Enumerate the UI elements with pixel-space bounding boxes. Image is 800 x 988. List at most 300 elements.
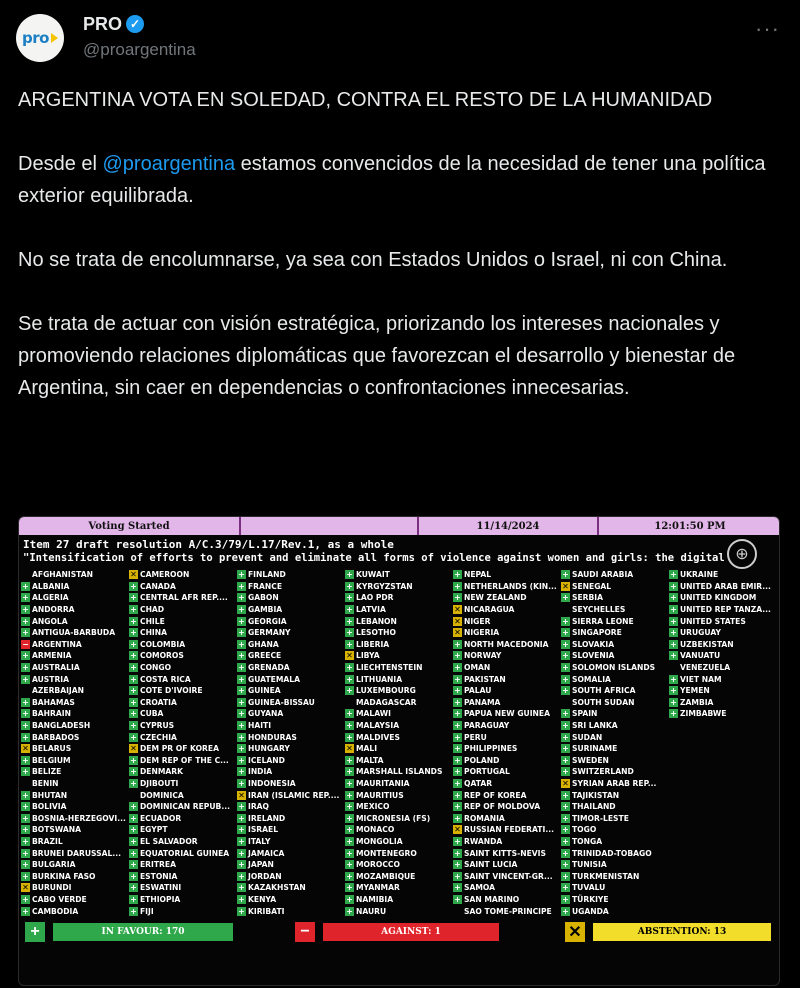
country-name: ERITREA	[140, 860, 176, 870]
country-name: SAN MARINO	[464, 894, 520, 904]
vote-yes-icon: +	[670, 605, 677, 615]
country-row	[561, 824, 679, 836]
vote-yes-icon: +	[454, 593, 461, 603]
country-name: IRAN (ISLAMIC REP....	[248, 790, 340, 800]
vote-yes-icon: +	[346, 767, 353, 777]
country-name: TURKMENISTAN	[572, 871, 640, 881]
vote-yes-icon: +	[130, 721, 137, 731]
vote-yes-icon: +	[346, 581, 353, 591]
country-row	[561, 766, 679, 778]
country-row	[453, 789, 571, 801]
vote-abstain-icon: ✕	[454, 825, 461, 835]
country-row	[669, 650, 780, 662]
country-row	[453, 905, 571, 917]
country-row	[21, 801, 139, 813]
country-name: INDONESIA	[248, 778, 296, 788]
country-row	[561, 789, 679, 801]
country-row	[669, 673, 780, 685]
vote-yes-icon: +	[562, 906, 569, 916]
vote-yes-icon: +	[454, 848, 461, 858]
vote-yes-icon: +	[22, 836, 29, 846]
country-name: NIGER	[464, 616, 491, 626]
country-name: BOTSWANA	[32, 825, 82, 835]
country-row	[669, 581, 780, 593]
avatar[interactable]	[16, 14, 64, 62]
country-name: LATVIA	[356, 605, 386, 615]
country-name: SAMOA	[464, 883, 496, 893]
vote-yes-icon: +	[130, 697, 137, 707]
country-name: MALAYSIA	[356, 721, 400, 731]
country-name: DOMINICA	[140, 790, 184, 800]
vote-yes-icon: +	[562, 686, 569, 696]
country-name: SOMALIA	[572, 674, 611, 684]
country-name: CHILE	[140, 616, 165, 626]
country-row	[21, 592, 139, 604]
legend-in-favour	[25, 922, 233, 942]
vote-yes-icon: +	[454, 802, 461, 812]
vote-yes-icon: +	[454, 709, 461, 719]
country-name: PARAGUAY	[464, 721, 510, 731]
vote-yes-icon: +	[562, 860, 569, 870]
country-name: BURKINA FASO	[32, 871, 96, 881]
country-row	[21, 569, 139, 581]
country-name: CHINA	[140, 628, 167, 638]
vote-yes-icon: +	[238, 755, 245, 765]
vote-yes-icon: +	[454, 697, 461, 707]
country-name: DENMARK	[140, 767, 184, 777]
country-row	[561, 801, 679, 813]
vote-yes-icon: +	[346, 709, 353, 719]
country-name: TAJIKISTAN	[572, 790, 620, 800]
vote-yes-icon: +	[454, 686, 461, 696]
country-name: BRUNEI DARUSSAL...	[32, 848, 121, 858]
country-column	[561, 569, 679, 917]
vote-yes-icon: +	[238, 663, 245, 673]
vote-yes-icon: +	[346, 825, 353, 835]
country-name: LIBERIA	[356, 639, 390, 649]
country-name: ROMANIA	[464, 813, 505, 823]
country-name: EL SALVADOR	[140, 836, 198, 846]
country-row	[21, 789, 139, 801]
country-row	[453, 581, 571, 593]
vote-yes-icon: +	[130, 581, 137, 591]
vote-yes-icon: +	[130, 883, 137, 893]
country-name: JORDAN	[248, 871, 282, 881]
vote-yes-icon: +	[238, 767, 245, 777]
country-row	[669, 639, 780, 651]
country-row	[345, 789, 463, 801]
vote-none-icon	[561, 605, 570, 614]
vote-yes-icon: +	[562, 813, 569, 823]
country-row	[561, 685, 679, 697]
country-name: FRANCE	[248, 581, 283, 591]
vote-yes-icon: +	[670, 674, 677, 684]
vote-yes-icon: +	[238, 732, 245, 742]
country-row	[237, 731, 355, 743]
author-name[interactable]: PRO	[83, 14, 123, 34]
country-row	[237, 766, 355, 778]
country-row	[237, 789, 355, 801]
country-row	[237, 650, 355, 662]
vote-yes-icon: +	[346, 570, 353, 580]
vote-yes-icon: +	[130, 860, 137, 870]
country-row	[561, 905, 679, 917]
vote-abstain-icon: ✕	[454, 628, 461, 638]
vote-yes-icon: +	[238, 894, 245, 904]
country-name: MAURITIUS	[356, 790, 404, 800]
country-row	[21, 778, 139, 790]
vote-yes-icon: +	[454, 674, 461, 684]
country-row	[21, 894, 139, 906]
country-row	[237, 673, 355, 685]
country-row	[669, 615, 780, 627]
un-emblem-icon: ⊕	[727, 539, 757, 569]
country-row	[453, 824, 571, 836]
country-row	[345, 882, 463, 894]
vote-yes-icon: +	[346, 732, 353, 742]
minus-icon: −	[295, 922, 315, 942]
country-row	[237, 720, 355, 732]
vote-yes-icon: +	[346, 802, 353, 812]
vote-yes-icon: +	[454, 790, 461, 800]
vote-yes-icon: +	[562, 744, 569, 754]
country-name: REP OF MOLDOVA	[464, 802, 541, 812]
country-row	[237, 662, 355, 674]
country-row	[453, 615, 571, 627]
vote-abstain-icon: ✕	[22, 744, 29, 754]
vote-yes-icon: +	[454, 721, 461, 731]
country-name: FIJI	[140, 906, 154, 916]
country-row	[21, 836, 139, 848]
country-row	[345, 569, 463, 581]
author-handle[interactable]: @proargentina	[83, 40, 196, 59]
vote-abstain-icon: ✕	[562, 778, 569, 788]
country-row	[129, 812, 247, 824]
vote-abstain-icon: ✕	[562, 581, 569, 591]
vote-yes-icon: +	[562, 593, 569, 603]
vote-yes-icon: +	[346, 883, 353, 893]
country-row	[453, 673, 571, 685]
vote-yes-icon: +	[346, 616, 353, 626]
country-row	[237, 755, 355, 767]
country-name: PAPUA NEW GUINEA	[464, 709, 550, 719]
country-column	[669, 569, 780, 720]
vote-yes-icon: +	[562, 790, 569, 800]
vote-yes-icon: +	[454, 883, 461, 893]
country-row	[561, 755, 679, 767]
country-name: PORTUGAL	[464, 767, 510, 777]
vote-yes-icon: +	[130, 616, 137, 626]
country-name: SUDAN	[572, 732, 603, 742]
country-row	[21, 870, 139, 882]
country-name: TÜRKIYE	[572, 894, 609, 904]
country-name: OMAN	[464, 663, 491, 673]
vote-yes-icon: +	[562, 721, 569, 731]
country-name: NAMIBIA	[356, 894, 394, 904]
country-row	[453, 662, 571, 674]
vote-yes-icon: +	[562, 628, 569, 638]
country-row	[345, 685, 463, 697]
country-name: SWEDEN	[572, 755, 609, 765]
country-name: NEPAL	[464, 570, 492, 580]
country-name: GERMANY	[248, 628, 291, 638]
vote-yes-icon: +	[22, 709, 29, 719]
country-row	[129, 615, 247, 627]
country-name: EQUATORIAL GUINEA	[140, 848, 230, 858]
country-name: GREECE	[248, 651, 282, 661]
country-name: ALBANIA	[32, 581, 70, 591]
country-name: PALAU	[464, 686, 492, 696]
vote-yes-icon: +	[22, 663, 29, 673]
country-row	[129, 836, 247, 848]
vote-yes-icon: +	[22, 697, 29, 707]
country-row	[237, 697, 355, 709]
header-blank-cell	[241, 517, 419, 535]
country-name: MONGOLIA	[356, 836, 403, 846]
country-name: DEM PR OF KOREA	[140, 744, 219, 754]
country-row	[453, 778, 571, 790]
in-favour-count: IN FAVOUR: 170	[53, 923, 233, 941]
country-row	[129, 581, 247, 593]
country-row	[345, 697, 463, 709]
country-name: BOSNIA-HERZEGOVI...	[32, 813, 126, 823]
vote-yes-icon: +	[22, 825, 29, 835]
country-row	[237, 870, 355, 882]
country-name: GUINEA-BISSAU	[248, 697, 315, 707]
vote-yes-icon: +	[562, 802, 569, 812]
country-name: COMOROS	[140, 651, 184, 661]
country-row	[561, 569, 679, 581]
country-name: SIERRA LEONE	[572, 616, 634, 626]
vote-yes-icon: +	[238, 906, 245, 916]
more-horizontal-icon[interactable]: ···	[755, 16, 780, 41]
vote-yes-icon: +	[346, 605, 353, 615]
country-row	[561, 697, 679, 709]
vote-yes-icon: +	[346, 686, 353, 696]
vote-yes-icon: +	[130, 674, 137, 684]
country-name: MONTENEGRO	[356, 848, 417, 858]
vote-yes-icon: +	[130, 836, 137, 846]
vote-yes-icon: +	[130, 802, 137, 812]
vote-yes-icon: +	[130, 906, 137, 916]
vote-yes-icon: +	[238, 883, 245, 893]
country-name: ESWATINI	[140, 883, 182, 893]
country-name: JAPAN	[248, 860, 274, 870]
country-name: SWITZERLAND	[572, 767, 634, 777]
country-row	[453, 685, 571, 697]
country-row	[129, 627, 247, 639]
para1-suffix: estamos convencidos de la necesidad de tener una política exterior equilibrada.	[18, 153, 766, 207]
vote-yes-icon: +	[562, 883, 569, 893]
country-name: JAMAICA	[248, 848, 285, 858]
country-row	[669, 592, 780, 604]
vote-yes-icon: +	[454, 860, 461, 870]
country-row	[669, 697, 780, 709]
vote-yes-icon: +	[22, 674, 29, 684]
play-triangle-icon	[51, 33, 58, 43]
country-row	[129, 662, 247, 674]
vote-yes-icon: +	[130, 605, 137, 615]
country-name: POLAND	[464, 755, 500, 765]
vote-yes-icon: +	[562, 871, 569, 881]
country-name: SAUDI ARABIA	[572, 570, 634, 580]
country-name: SAINT KITTS-NEVIS	[464, 848, 546, 858]
vote-yes-icon: +	[238, 721, 245, 731]
country-row	[561, 743, 679, 755]
country-row	[129, 685, 247, 697]
country-row	[129, 743, 247, 755]
country-row	[453, 569, 571, 581]
country-row	[453, 650, 571, 662]
country-name: GEORGIA	[248, 616, 287, 626]
avatar-logo-text: pro	[22, 29, 49, 47]
voting-board-image[interactable]	[18, 516, 780, 986]
country-row	[453, 870, 571, 882]
country-name: TIMOR-LESTE	[572, 813, 629, 823]
country-row	[345, 581, 463, 593]
resolution-item: Item 27 draft resolution A/C.3/79/L.17/Rev.1, as a whole	[23, 538, 394, 551]
vote-yes-icon: +	[670, 570, 677, 580]
country-row	[669, 627, 780, 639]
vote-yes-icon: +	[238, 628, 245, 638]
country-name: COSTA RICA	[140, 674, 191, 684]
country-row	[345, 604, 463, 616]
country-name: TOGO	[572, 825, 597, 835]
vote-yes-icon: +	[454, 651, 461, 661]
country-row	[561, 836, 679, 848]
country-name: COLOMBIA	[140, 639, 186, 649]
country-name: NIGERIA	[464, 628, 500, 638]
voting-board-header	[19, 517, 780, 535]
country-row	[21, 847, 139, 859]
country-name: GAMBIA	[248, 605, 283, 615]
vote-yes-icon: +	[22, 813, 29, 823]
abstention-count: ABSTENTION: 13	[593, 923, 771, 941]
vote-yes-icon: +	[454, 755, 461, 765]
country-row	[345, 778, 463, 790]
country-row	[237, 627, 355, 639]
country-row	[561, 639, 679, 651]
vote-abstain-icon: ✕	[346, 651, 353, 661]
vote-yes-icon: +	[454, 871, 461, 881]
country-name: IRELAND	[248, 813, 286, 823]
mention-link[interactable]: @proargentina	[102, 153, 236, 175]
country-name: VENEZUELA	[680, 663, 731, 673]
vote-yes-icon: +	[238, 616, 245, 626]
vote-yes-icon: +	[562, 894, 569, 904]
vote-yes-icon: +	[562, 639, 569, 649]
country-row	[453, 708, 571, 720]
country-name: MICRONESIA (FS)	[356, 813, 431, 823]
country-name: ZAMBIA	[680, 697, 714, 707]
country-row	[21, 604, 139, 616]
vote-yes-icon: +	[130, 628, 137, 638]
country-name: AFGHANISTAN	[32, 570, 94, 580]
vote-yes-icon: +	[238, 593, 245, 603]
country-row	[345, 650, 463, 662]
vote-yes-icon: +	[238, 860, 245, 870]
vote-yes-icon: +	[562, 848, 569, 858]
vote-yes-icon: +	[346, 790, 353, 800]
country-row	[129, 870, 247, 882]
country-name: VANUATU	[680, 651, 721, 661]
country-name: MALDIVES	[356, 732, 400, 742]
country-name: ANGOLA	[32, 616, 68, 626]
vote-yes-icon: +	[346, 860, 353, 870]
vote-yes-icon: +	[670, 616, 677, 626]
country-name: LIBYA	[356, 651, 380, 661]
country-row	[21, 905, 139, 917]
vote-yes-icon: +	[238, 709, 245, 719]
country-name: BULGARIA	[32, 860, 76, 870]
vote-yes-icon: +	[22, 802, 29, 812]
country-name: BAHRAIN	[32, 709, 71, 719]
country-name: ARMENIA	[32, 651, 72, 661]
country-name: DOMINICAN REPUB...	[140, 802, 230, 812]
country-name: SAO TOME-PRINCIPE	[464, 906, 552, 916]
country-row	[21, 731, 139, 743]
country-name: KIRIBATI	[248, 906, 285, 916]
country-row	[561, 894, 679, 906]
country-name: GUYANA	[248, 709, 284, 719]
vote-yes-icon: +	[130, 813, 137, 823]
vote-yes-icon: +	[238, 651, 245, 661]
country-name: GHANA	[248, 639, 279, 649]
country-name: SINGAPORE	[572, 628, 622, 638]
country-row	[21, 697, 139, 709]
legend-against	[295, 922, 499, 942]
vote-yes-icon: +	[562, 767, 569, 777]
vote-yes-icon: +	[346, 639, 353, 649]
country-name: SAINT VINCENT-GR...	[464, 871, 553, 881]
country-row	[561, 592, 679, 604]
vote-yes-icon: +	[670, 651, 677, 661]
country-row	[21, 766, 139, 778]
country-name: LEBANON	[356, 616, 397, 626]
country-row	[129, 847, 247, 859]
country-name: ALGERIA	[32, 593, 69, 603]
country-name: MALAWI	[356, 709, 392, 719]
country-name: BELIZE	[32, 767, 62, 777]
country-name: CZECHIA	[140, 732, 177, 742]
country-name: BRAZIL	[32, 836, 63, 846]
country-name: CROATIA	[140, 697, 177, 707]
vote-yes-icon: +	[130, 593, 137, 603]
country-column	[237, 569, 355, 917]
vote-yes-icon: +	[346, 628, 353, 638]
country-row	[21, 673, 139, 685]
country-row	[453, 604, 571, 616]
country-name: BANGLADESH	[32, 721, 91, 731]
country-name: EGYPT	[140, 825, 168, 835]
country-name: CHAD	[140, 605, 165, 615]
country-row	[345, 894, 463, 906]
country-row	[453, 847, 571, 859]
vote-abstain-icon: ✕	[130, 570, 137, 580]
country-row	[129, 755, 247, 767]
country-name: TONGA	[572, 836, 603, 846]
vote-none-icon	[345, 698, 354, 707]
country-name: SPAIN	[572, 709, 598, 719]
country-row	[453, 882, 571, 894]
country-name: YEMEN	[680, 686, 710, 696]
vote-yes-icon: +	[346, 593, 353, 603]
country-row	[21, 685, 139, 697]
vote-none-icon	[21, 686, 30, 695]
country-name: CENTRAL AFR REP....	[140, 593, 228, 603]
country-name: KUWAIT	[356, 570, 390, 580]
post-text	[18, 84, 782, 436]
